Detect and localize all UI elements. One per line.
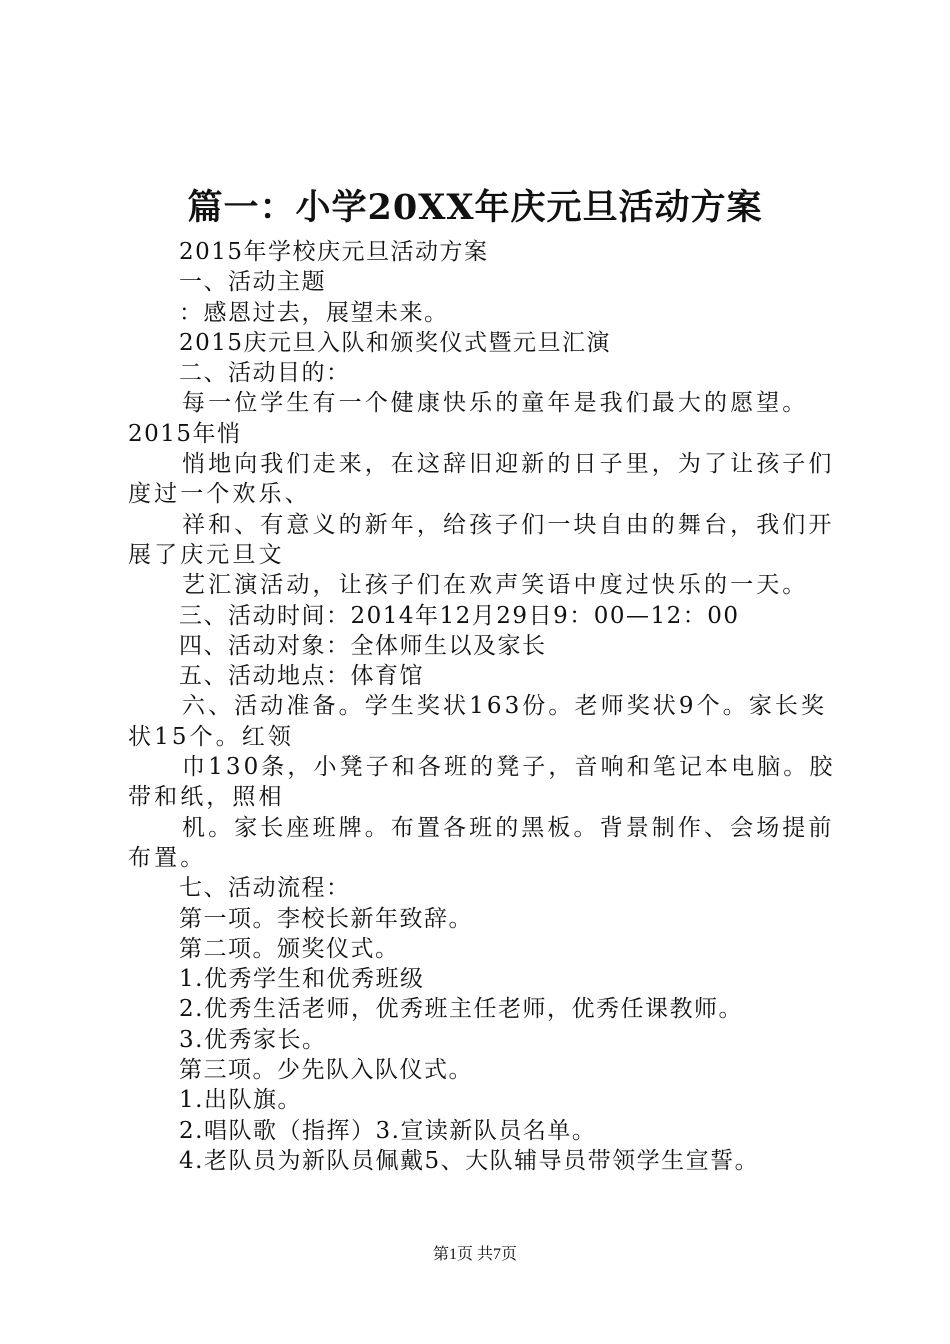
paragraph-line: 带和纸，照相 bbox=[128, 784, 285, 811]
document-body bbox=[128, 237, 838, 1176]
list-item: 1.优秀学生和优秀班级 bbox=[179, 966, 425, 993]
document-title: 篇一：小学20XX年庆元旦活动方案 bbox=[187, 187, 763, 228]
list-item: 第三项。少先队入队仪式。 bbox=[179, 1057, 473, 1084]
paragraph-line: 祥和、有意义的新年，给孩子们一块自由的舞台，我们开 bbox=[182, 511, 835, 538]
list-item: 第一项。李校长新年致辞。 bbox=[179, 905, 473, 932]
section-heading: 四、活动对象：全体师生以及家长 bbox=[179, 632, 547, 659]
paragraph-line: 2015庆元旦入队和颁奖仪式暨元旦汇演 bbox=[179, 329, 612, 356]
paragraph-line: 状15个。红领 bbox=[128, 723, 294, 750]
paragraph-line: 2015年学校庆元旦活动方案 bbox=[179, 239, 489, 265]
paragraph-line: 机。家长座班牌。布置各班的黑板。背景制作、会场提前 bbox=[182, 814, 835, 841]
paragraph-line: 展了庆元旦文 bbox=[128, 541, 285, 568]
paragraph-line: 巾130条，小凳子和各班的凳子，音响和笔记本电脑。胶 bbox=[182, 754, 836, 781]
paragraph-line: ：感恩过去，展望未来。 bbox=[179, 299, 449, 326]
paragraph-line: 2015年悄 bbox=[128, 420, 242, 447]
section-heading: 七、活动流程： bbox=[179, 875, 351, 902]
paragraph-line: 悄地向我们走来，在这辞旧迎新的日子里，为了让孩子们 bbox=[182, 451, 835, 478]
page-number-footer: 第1页 共7页 bbox=[432, 1246, 517, 1263]
paragraph-line: 布置。 bbox=[128, 844, 207, 871]
list-item: 4.老队员为新队员佩戴5、大队辅导员带领学生宣誓。 bbox=[179, 1147, 760, 1174]
section-heading: 三、活动时间：2014年12月29日9：00—12：00 bbox=[179, 602, 740, 629]
list-item: 1.出队旗。 bbox=[179, 1087, 302, 1114]
section-heading: 一、活动主题 bbox=[179, 269, 326, 296]
paragraph-line: 度过一个欢乐、 bbox=[128, 481, 311, 508]
section-heading: 五、活动地点：体育馆 bbox=[179, 663, 424, 690]
paragraph-line: 艺汇演活动，让孩子们在欢声笑语中度过快乐的一天。 bbox=[182, 572, 809, 599]
list-item: 3.优秀家长。 bbox=[179, 1026, 327, 1053]
section-heading: 二、活动目的： bbox=[179, 360, 351, 387]
list-item: 2.唱队歌（指挥）3.宣读新队员名单。 bbox=[179, 1117, 597, 1144]
list-item: 2.优秀生活老师，优秀班主任老师，优秀任课教师。 bbox=[179, 996, 743, 1023]
paragraph-line: 每一位学生有一个健康快乐的童年是我们最大的愿望。 bbox=[182, 390, 809, 417]
list-item: 第二项。颁奖仪式。 bbox=[179, 935, 400, 962]
section-heading: 六、活动准备。学生奖状163份。老师奖状9个。家长奖 bbox=[182, 693, 828, 720]
